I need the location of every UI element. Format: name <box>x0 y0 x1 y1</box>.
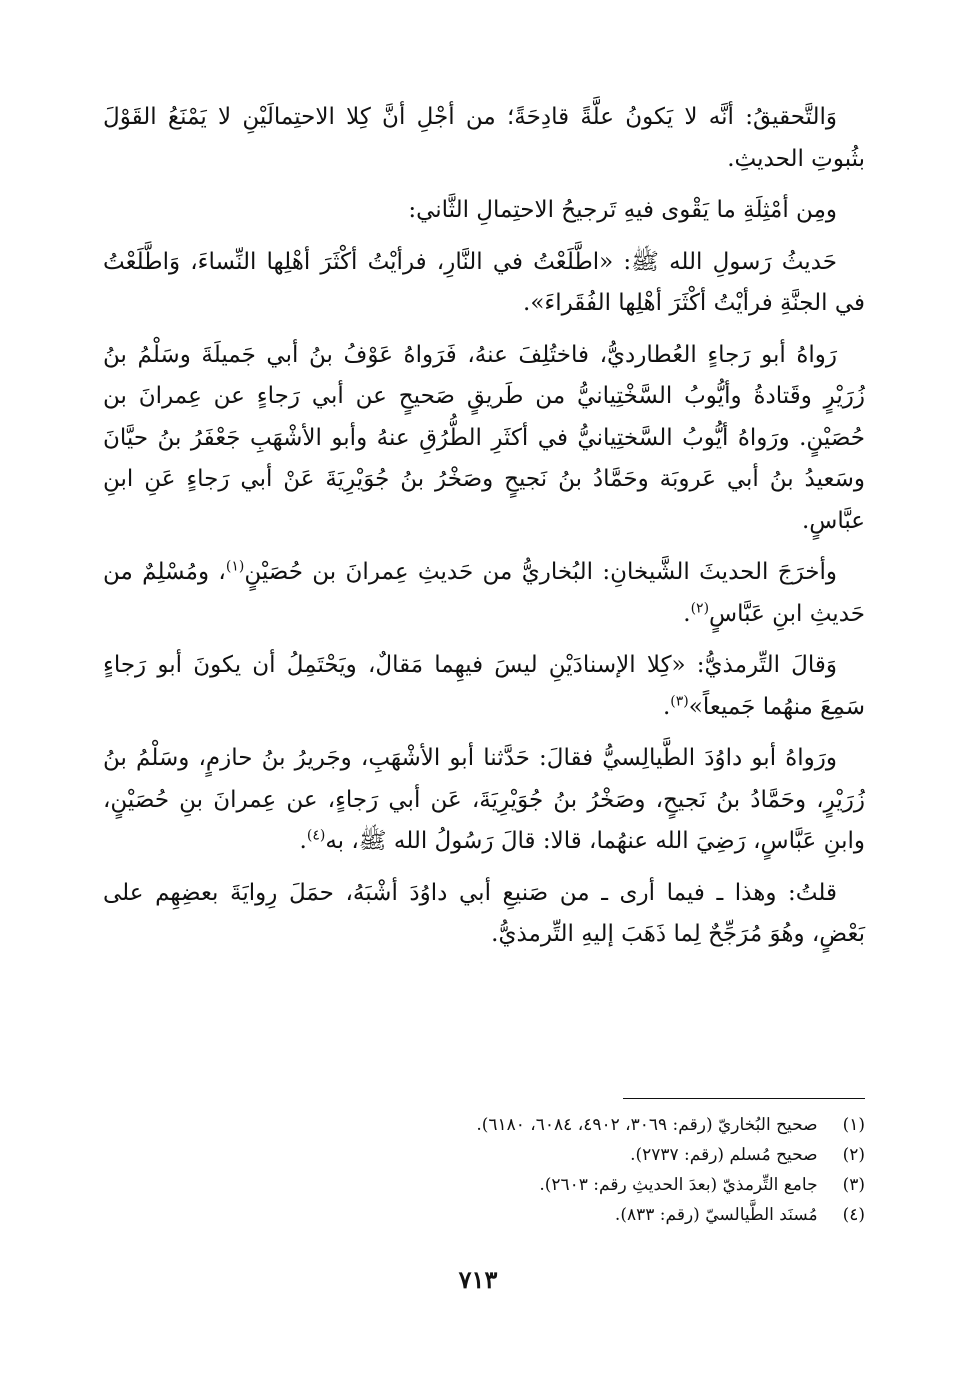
footnotes <box>200 1110 865 1230</box>
footnote-number: (٣) <box>842 1175 865 1195</box>
footnote-text: جامع التِّرمذيّ (بعدَ الحديثِ رقم: ٢٦٠٣). <box>539 1175 818 1195</box>
footnote-number: (١) <box>842 1115 865 1135</box>
footnote-text: صحيح البُخاريّ (رقم: ٣٠٦٩، ٤٩٠٢، ٦٠٨٤، ٦١٨٠). <box>476 1115 818 1135</box>
paragraph-conclusion: قلتُ: وهذا ـ فيما أرى ـ من صَنيعِ أبي داوُدَ أشْبَهُ، حمَلَ رِوايَةَ بعضِهِم على بَعْضٍ، وهُوَ مُرَجِّحٌ لِما ذَهَبَ إليهِ التِّرمذيُّ. <box>103 879 865 947</box>
footnote-text: مُسنَد الطَّيالسيّ (رقم: ٨٣٣). <box>614 1205 818 1225</box>
main-text <box>103 97 865 966</box>
paragraph-tayalisi: ورَواهُ أبو داوُدَ الطَّيالِسيُّ فقالَ: حَدَّثنا أبو الأشْهَبِ، وجَريرُ بنُ حازمٍ، وسَلْمُ بنُ زُرَيْرٍ، وحَمَّادُ بنُ نَجيحٍ، وصَخْرُ بنُ جُوَيْرِيَةَ، عَن أبي رَجاءٍ، عن عِمرانَ بنِ حُصَيْنٍ، وابنِ عَبَّاسٍ، رَضِيَ الله عنهُما، قالا: قالَ رَسُولُ الله ﷺ، به$^{(٤)}$. <box>103 745 865 854</box>
paragraph-examples-intro: ومِن أمْثِلَةِ ما يَقْوى فيهِ تَرجيحُ الاحتِمالِ الثَّاني: <box>408 197 837 223</box>
footnote-divider <box>623 1098 865 1099</box>
footnote-number: (٢) <box>842 1145 865 1165</box>
paragraph-hadith-text: حَديثُ رَسولِ الله ﷺ: «اطَّلَعْتُ في النَّارِ، فرأيْتُ أكْثَرَ أهْلِها النِّساءَ، وَاطَّلَعْتُ في الجنَّةِ فرأيْتُ أكْثَرَ أهْلِها الفُقَراءَ». <box>103 248 865 316</box>
footnote-item <box>200 1200 865 1230</box>
footnote-item <box>200 1140 865 1170</box>
footnote-ref: (٤) <box>306 827 326 844</box>
footnote-item <box>200 1170 865 1200</box>
footnote-ref: (١) <box>225 558 245 575</box>
paragraph-tahqiq: وَالتَّحقيقُ: أنَّه لا يَكونُ علَّةً قادِحَةً؛ من أجْلِ أنَّ كِلا الاحتِمالَيْنِ لا يَمْنَعُ القَوْلَ بثُبوتِ الحديثِ. <box>103 104 865 172</box>
page-number: ٧١٣ <box>458 1265 498 1294</box>
paragraph-narration: رَواهُ أبو رَجاءٍ العُطارديُّ، فاختُلِفَ عنهُ، فَرَواهُ عَوْفُ بنُ أبي جَميلَةَ وسَلْمُ بنُ زُرَيْرٍ وقَتادةُ وأيُّوبُ السَّخْتِيانيُّ من طَريقٍ صَحيحٍ عن أبي رَجاءٍ عن عِمرانَ بن حُصَيْنٍ. ورَواهُ أيُّوبُ السَّختِيانيُّ في أكثَرِ الطُّرُقِ عنهُ وأبو الأشْهَبِ جَعْفَرُ بنُ حيَّانَ وسَعيدُ بنُ أبي عَروبَة وحَمَّادُ بنُ نَجيحٍ وصَخْرُ بنُ جُوَيْرِيَةَ عَنْ أبي رَجاءٍ عَنِ ابنِ عبَّاسٍ. <box>103 341 865 534</box>
footnote-item <box>200 1110 865 1140</box>
paragraph-shaykhan: وأخرَجَ الحديثَ الشَّيخانِ: البُخاريُّ من حَديثِ عِمرانَ بن حُصَيْنٍ$^{(١)}$، ومُسْلِمٌ من حَديثِ ابنِ عَبَّاسٍ$^{(٢)}$. <box>103 558 865 627</box>
footnote-ref: (٣) <box>670 692 689 709</box>
footnote-number: (٤) <box>842 1205 865 1225</box>
footnote-text: صحيح مُسلم (رقم: ٢٧٣٧). <box>630 1145 818 1165</box>
footnote-ref: (٢) <box>690 599 710 616</box>
paragraph-tirmidhi: وَقالَ التِّرمذيُّ: «كِلا الإسنادَيْنِ ليسَ فيهِما مَقالٌ، ويَحْتَمِلُ أن يكونَ أبو رَجاءٍ سَمِعَ منهُما جَميعاً»$^{(٣)}$. <box>103 652 865 720</box>
